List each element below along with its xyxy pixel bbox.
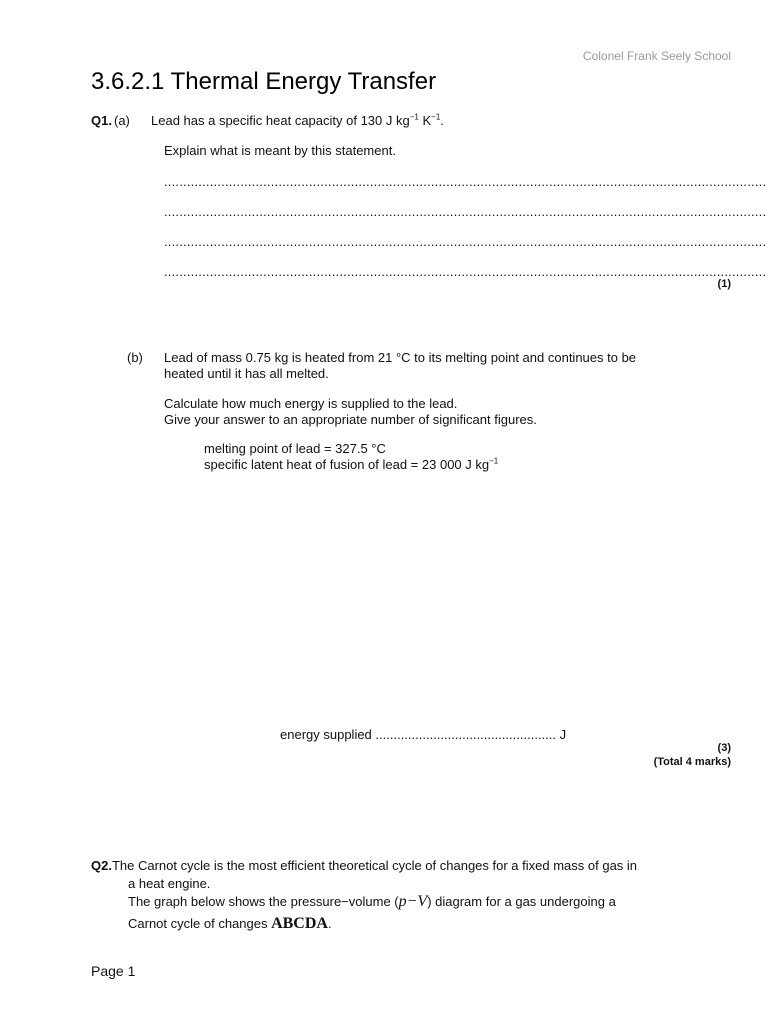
q1a-exp1: −1 [409,112,419,122]
q1b-answer-field[interactable]: .................................................. [375,727,556,742]
q1a-statement-end: . [440,113,444,128]
q1b-data-latent-heat [204,457,498,472]
q1b-latent-heat-exp: −1 [489,456,499,466]
q2-line3 [128,893,616,911]
q1a-statement-text: Lead has a specific heat capacity of 130 J kg [151,113,410,128]
answer-line-1[interactable]: .............................................................................................................................................................. [164,174,767,189]
page-number: Page 1 [91,963,136,979]
q1b-answer-unit: J [556,727,567,742]
q2-line1 [91,858,637,873]
q1b-line1: Lead of mass 0.75 kg is heated from 21 °C to its melting point and continues to be [164,350,637,365]
q2-line4 [128,915,332,933]
answer-line-2[interactable]: .............................................................................................................................................................. [164,204,767,219]
q1b-line4: Give your answer to an appropriate number of significant figures. [164,412,537,427]
q1a-statement [151,113,444,128]
q1a-label: (a) [114,113,130,128]
q2-line1-text: The Carnot cycle is the most efficient theoretical cycle of changes for a fixed mass of gas in [111,858,638,873]
page-title: 3.6.2.1 Thermal Energy Transfer [91,68,437,95]
q1b-label: (b) [127,350,143,365]
q1b-line3: Calculate how much energy is supplied to the lead. [164,396,458,411]
q1a-prompt: Explain what is meant by this statement. [164,143,396,158]
q2-number: Q2. [91,858,112,873]
q1b-data-melting-point: melting point of lead = 327.5 °C [204,441,386,456]
q1b-line2: heated until it has all melted. [164,366,329,381]
q1-total-marks: (Total 4 marks) [653,756,731,768]
answer-line-4[interactable]: .............................................................................................................................................................. [164,264,767,279]
q1a-unit-mid: K [418,113,432,128]
q2-pv-symbol: p−V [398,893,428,910]
q2-line4-suffix: . [327,916,332,931]
q1-number: Q1. [91,113,112,128]
q1b-marks: (3) [717,742,731,754]
school-name: Colonel Frank Seely School [582,49,731,63]
q1a-exp2: −1 [431,112,441,122]
q1b-answer-row [280,727,566,742]
q1b-latent-heat-text: specific latent heat of fusion of lead = 23 000 J kg [204,457,490,472]
q2-line3-suffix: ) diagram for a gas undergoing a [427,894,616,909]
q2-line2: a heat engine. [128,876,211,891]
q1a-marks: (1) [717,278,731,290]
q2-line4-prefix: Carnot cycle of changes [128,916,272,931]
q2-cycle-label: ABCDA [271,915,328,932]
q1b-answer-label: energy supplied [280,727,376,742]
q2-line3-prefix: The graph below shows the pressure−volume ( [128,894,399,909]
answer-line-3[interactable]: .............................................................................................................................................................. [164,234,767,249]
